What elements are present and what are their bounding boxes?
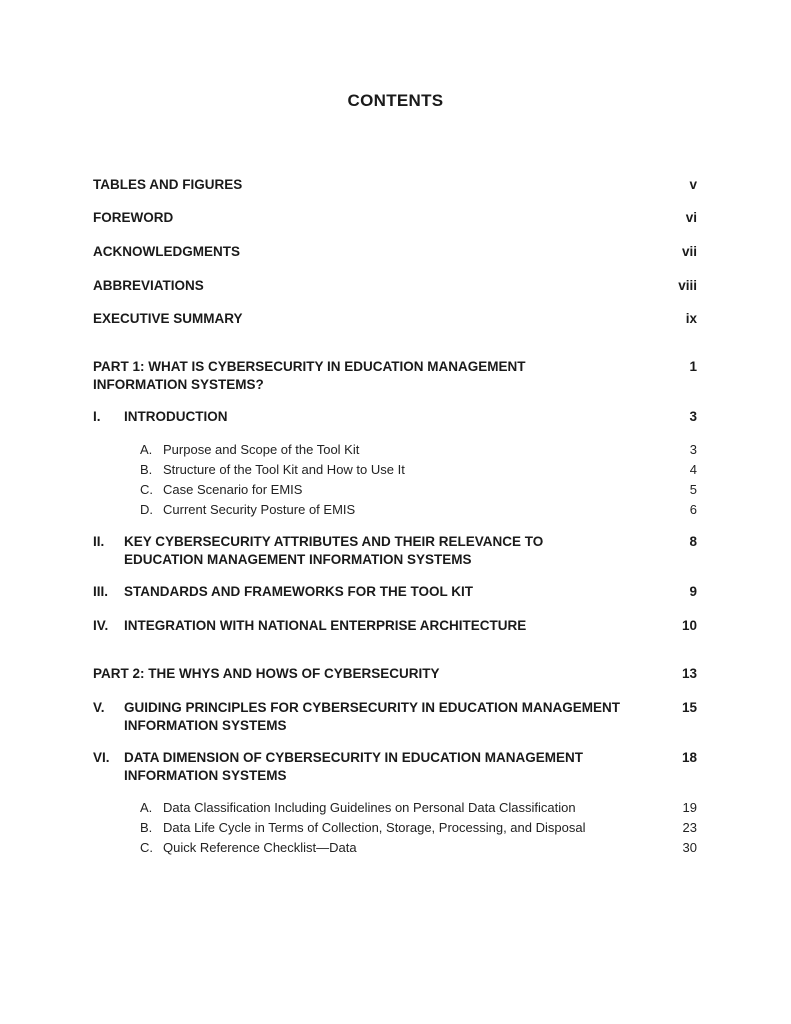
toc-subentry-letter: A. xyxy=(140,442,153,457)
toc-subentry-1d[interactable] xyxy=(140,500,697,520)
toc-entry-number: V. xyxy=(93,700,105,715)
toc-subentry-label: Current Security Posture of EMIS xyxy=(163,502,356,517)
toc-subentry-1b[interactable] xyxy=(140,460,697,480)
toc-entry-label: INTRODUCTION xyxy=(124,409,228,424)
toc-entry-tables-and-figures[interactable] xyxy=(93,176,697,194)
toc-entry-number: IV. xyxy=(93,618,109,633)
toc-entry-label: EXECUTIVE SUMMARY xyxy=(93,311,243,326)
toc-entry-page: 18 xyxy=(681,750,697,765)
toc-entry-label: FOREWORD xyxy=(93,210,174,225)
toc-subentry-page: 3 xyxy=(689,442,697,457)
toc-subentry-letter: D. xyxy=(140,502,153,517)
toc-entry-page: vii xyxy=(681,244,697,259)
toc-subentry-label: Data Life Cycle in Terms of Collection, Storage, Processing, and Disposal xyxy=(163,820,586,835)
toc-entry-page: 3 xyxy=(689,409,697,424)
toc-entry-number: II. xyxy=(93,534,105,549)
toc-subentry-page: 4 xyxy=(689,462,697,477)
toc-subentry-page: 19 xyxy=(682,800,697,815)
toc-subentry-label: Case Scenario for EMIS xyxy=(163,482,303,497)
toc-subentry-page: 23 xyxy=(682,820,697,835)
toc-entry-label: ABBREVIATIONS xyxy=(93,278,204,293)
toc-subentry-6c[interactable] xyxy=(140,838,697,858)
toc-entry-label: STANDARDS AND FRAMEWORKS FOR THE TOOL KIT xyxy=(124,584,473,599)
toc-subentry-label: Structure of the Tool Kit and How to Use It xyxy=(163,462,405,477)
toc-entry-executive-summary[interactable] xyxy=(93,310,697,328)
toc-subentry-6a[interactable] xyxy=(140,798,697,818)
toc-entry-part-1[interactable] xyxy=(93,358,697,394)
toc-entry-label: KEY CYBERSECURITY ATTRIBUTES AND THEIR RELEVANCE TO EDUCATION MANAGEMENT INFORMATION SYSTEMS xyxy=(124,534,544,567)
toc-subentry-1a[interactable] xyxy=(140,440,697,460)
page-title: CONTENTS xyxy=(347,91,444,110)
toc-entry-chapter-4[interactable] xyxy=(93,617,697,635)
toc-entry-label: PART 2: THE WHYS AND HOWS OF CYBERSECURITY xyxy=(93,666,440,681)
toc-subentry-letter: A. xyxy=(140,800,153,815)
toc-entry-number: III. xyxy=(93,584,109,599)
toc-entry-label: DATA DIMENSION OF CYBERSECURITY IN EDUCATION MANAGEMENT INFORMATION SYSTEMS xyxy=(124,750,584,783)
toc-entry-chapter-6[interactable] xyxy=(93,749,697,785)
toc-entry-page: vi xyxy=(685,210,697,225)
toc-entry-page: ix xyxy=(685,311,697,326)
toc-entry-chapter-3[interactable] xyxy=(93,583,697,601)
toc-entry-chapter-2[interactable] xyxy=(93,533,697,569)
toc-subentry-letter: C. xyxy=(140,482,153,497)
toc-entry-page: 10 xyxy=(681,618,697,633)
toc-entry-part-2[interactable] xyxy=(93,665,697,683)
toc-subentry-label: Quick Reference Checklist—Data xyxy=(163,840,357,855)
toc-subentry-page: 30 xyxy=(682,840,697,855)
toc-entry-page: viii xyxy=(678,278,697,293)
toc-subentry-page: 6 xyxy=(689,502,697,517)
toc-entry-page: 9 xyxy=(689,584,697,599)
toc-entry-abbreviations[interactable] xyxy=(93,277,697,295)
toc-entry-label: INTEGRATION WITH NATIONAL ENTERPRISE ARCHITECTURE xyxy=(124,618,527,633)
toc-subentry-page: 5 xyxy=(689,482,697,497)
toc-subentry-letter: B. xyxy=(140,462,153,477)
toc-subentry-1c[interactable] xyxy=(140,480,697,500)
toc-subentry-letter: B. xyxy=(140,820,153,835)
toc-entry-chapter-1[interactable] xyxy=(93,408,697,426)
toc-subentry-letter: C. xyxy=(140,840,153,855)
toc-entry-number: VI. xyxy=(93,750,110,765)
toc-entry-page: 13 xyxy=(681,666,697,681)
toc-entry-chapter-5[interactable] xyxy=(93,699,697,735)
toc-subentry-label: Purpose and Scope of the Tool Kit xyxy=(163,442,360,457)
toc-entry-label: ACKNOWLEDGMENTS xyxy=(93,244,240,259)
toc-entry-page: 15 xyxy=(681,700,697,715)
toc-entry-page: 8 xyxy=(689,534,697,549)
toc-entry-foreword[interactable] xyxy=(93,209,697,227)
toc-entry-page: v xyxy=(689,177,697,192)
toc-subentry-6b[interactable] xyxy=(140,818,697,838)
toc-entry-page: 1 xyxy=(689,359,697,374)
toc-entry-label: TABLES AND FIGURES xyxy=(93,177,243,192)
toc-entry-label: PART 1: WHAT IS CYBERSECURITY IN EDUCATION MANAGEMENT INFORMATION SYSTEMS? xyxy=(93,359,526,392)
toc-entry-number: I. xyxy=(93,409,101,424)
toc-entry-acknowledgments[interactable] xyxy=(93,243,697,261)
toc-subentry-label: Data Classification Including Guidelines on Personal Data Classification xyxy=(163,800,576,815)
toc-entry-label: GUIDING PRINCIPLES FOR CYBERSECURITY IN EDUCATION MANAGEMENT INFORMATION SYSTEMS xyxy=(124,700,621,733)
